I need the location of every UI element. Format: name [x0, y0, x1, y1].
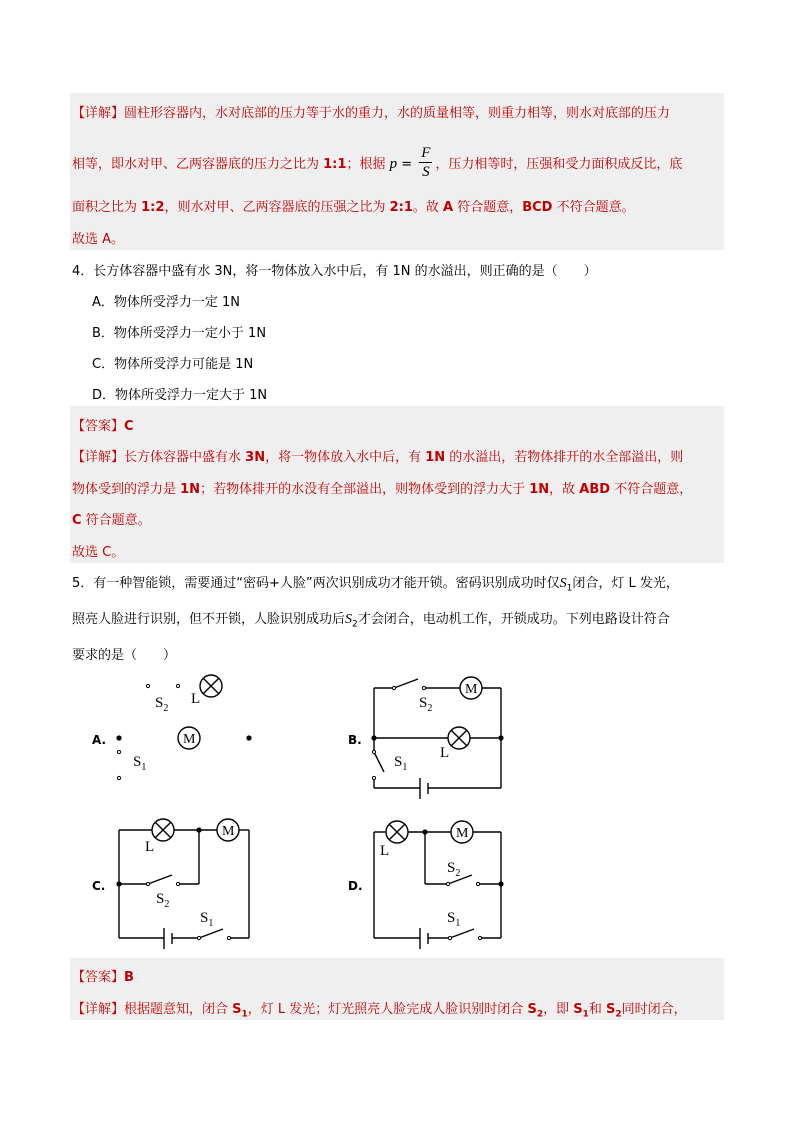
q4-detail-line-1: 【详解】长方体容器中盛有水 3N，将一物体放入水中后，有 1N 的水溢出，若物体排开的水全部溢出，则 [72, 450, 684, 465]
motor-label: M [456, 826, 469, 841]
lamp-label: L [145, 839, 155, 855]
junction-dot [422, 829, 427, 834]
q5-detail-line-1: 【详解】根据题意知，闭合 $S_1$，灯 L 发光；灯光照亮人脸完成人脸识别时闭合 $S_2$，即 $S_1$和 $S_2$同时闭合， [72, 1002, 687, 1020]
junction-dot [116, 735, 121, 740]
option-c-label: C. [92, 879, 106, 893]
q5-answer: 【答案】B [72, 970, 134, 985]
q3-detail-line-3: 面积之比为 1:2，则水对甲、乙两容器底的压强之比为 2:1。故 A 符合题意，BCD 不符合题意。 [72, 200, 635, 215]
junction-dot [246, 735, 251, 740]
lamp-icon [386, 821, 408, 843]
pressure-formula: p = $\frac{F}{S}$ [389, 145, 431, 180]
q4-option-d: D．物体所受浮力一定大于 1N [92, 388, 268, 403]
junction-dot [371, 735, 376, 740]
junction-dot [498, 881, 503, 886]
lamp-label: L [440, 745, 450, 761]
lamp-label: L [380, 843, 390, 859]
s2-label: $S_2$ [156, 891, 170, 910]
circuit-b [374, 679, 501, 799]
q4-stem: 4．长方体容器中盛有水 3N，将一物体放入水中后，有 1N 的水溢出，则正确的是（ ） [72, 264, 597, 279]
q4-choose: 故选 C。 [72, 545, 125, 560]
s1-label: $S_1$ [394, 754, 408, 773]
q5-stem-line-2: 照亮人脸进行识别，但不开锁，人脸识别成功后$S_2$才会闭合，电动机工作，开锁成功。下列电路设计符合 [72, 612, 670, 630]
circuit-diagrams [0, 660, 794, 960]
q4-option-c: C．物体所受浮力可能是 1N [92, 357, 254, 372]
q5-stem-line-1: 5．有一种智能锁，需要通过“密码+人脸”两次识别成功才能开锁。密码识别成功时仅$S_1$闭合，灯 L 发光， [72, 576, 679, 594]
motor-label: M [183, 732, 196, 747]
q3-detail-line-2: 相等，即水对甲、乙两容器底的压力之比为 1:1；根据 p = $\frac{F}{S}$ ，压力相等时，压强和受力面积成反比，底 [72, 145, 683, 180]
q5-stem-line-3: 要求的是（ ） [72, 648, 177, 663]
detail-tag: 【详解】 [72, 106, 125, 121]
s1-label: $S_1$ [447, 910, 461, 929]
lamp-icon [152, 819, 174, 841]
lamp-icon [200, 675, 222, 697]
motor-label: M [222, 824, 235, 839]
q4-option-a: A．物体所受浮力一定 1N [92, 295, 241, 310]
q3-choose: 故选 A。 [72, 232, 125, 247]
junction-dot [498, 735, 503, 740]
junction-dot [196, 827, 201, 832]
s1-label: $S_1$ [133, 754, 147, 773]
lamp-label: L [191, 691, 201, 707]
s2-label: $S_2$ [447, 860, 461, 879]
q4-option-b: B．物体所受浮力一定小于 1N [92, 326, 267, 341]
circuit-c [119, 830, 249, 949]
motor-label: M [465, 682, 478, 697]
q4-detail-line-2: 物体受到的浮力是 1N；若物体排开的水没有全部溢出，则物体受到的浮力大于 1N，故 ABD 不符合题意， [72, 482, 693, 497]
q3-detail-line-1: 【详解】圆柱形容器内，水对底部的压力等于水的重力，水的质量相等，则重力相等，则水对底部的压力 [72, 106, 671, 121]
lamp-icon [448, 727, 470, 749]
s2-label: $S_2$ [155, 695, 169, 714]
q4-answer: 【答案】C [72, 419, 134, 434]
option-d-label: D. [348, 879, 363, 893]
circuit-d [374, 832, 501, 949]
option-b-label: B. [348, 733, 362, 747]
q4-detail-line-3: C 符合题意。 [72, 513, 151, 528]
s2-label: $S_2$ [419, 695, 433, 714]
junction-dot [116, 881, 121, 886]
s1-label: $S_1$ [200, 910, 214, 929]
option-a-label: A. [92, 733, 107, 747]
